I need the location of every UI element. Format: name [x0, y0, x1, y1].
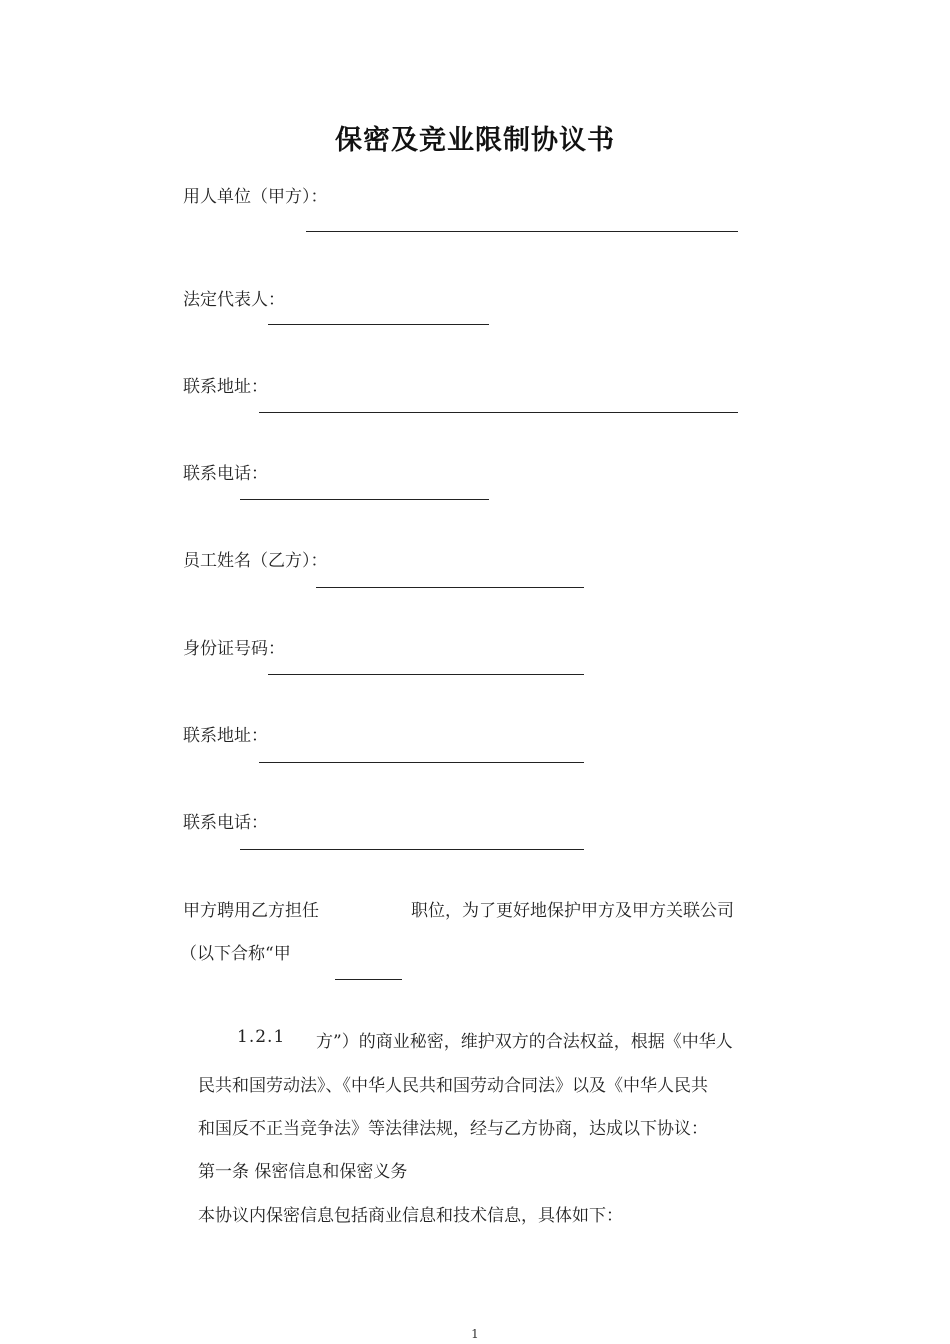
- employee-name-label: 员工姓名（乙方）：: [183, 551, 328, 571]
- employer-address-label: 联系地址：: [183, 377, 268, 397]
- section-text-line2: 民共和国劳动法》、《中华人民共和国劳动合同法》以及《中华人民共: [198, 1076, 708, 1096]
- section-text-line3: 和国反不正当竞争法》等法律法规，经与乙方协商，达成以下协议：: [198, 1119, 708, 1139]
- intro-text-part2: 职位，为了更好地保护甲方及甲方关联公司: [411, 901, 734, 921]
- employer-phone-label: 联系电话：: [183, 464, 268, 484]
- legal-representative-label: 法定代表人：: [183, 290, 285, 310]
- section-text-line1: 方”）的商业秘密，维护双方的合法权益，根据《中华人: [316, 1032, 733, 1052]
- employee-name-blank-line[interactable]: [316, 587, 584, 588]
- id-number-label: 身份证号码：: [183, 639, 285, 659]
- article-body: 本协议内保密信息包括商业信息和技术信息，具体如下：: [198, 1206, 623, 1226]
- employer-address-blank-line[interactable]: [259, 412, 738, 413]
- legal-representative-blank-line[interactable]: [268, 324, 489, 325]
- page-number: 1: [471, 1327, 479, 1341]
- employer-blank-line[interactable]: [306, 231, 738, 232]
- document-title: 保密及竞业限制协议书: [335, 125, 615, 156]
- employee-phone-blank-line[interactable]: [240, 849, 584, 850]
- section-number: 1.2.1: [237, 1027, 286, 1047]
- employee-address-blank-line[interactable]: [259, 762, 584, 763]
- intro-text-line2: （以下合称“甲: [180, 944, 291, 964]
- intro-text-part1: 甲方聘用乙方担任: [183, 901, 319, 921]
- employer-phone-blank-line[interactable]: [240, 499, 489, 500]
- employee-address-label: 联系地址：: [183, 726, 268, 746]
- employee-phone-label: 联系电话：: [183, 813, 268, 833]
- employer-label: 用人单位（甲方）：: [183, 187, 328, 207]
- article-heading: 第一条 保密信息和保密义务: [198, 1162, 408, 1182]
- id-number-blank-line[interactable]: [268, 674, 584, 675]
- position-blank-line[interactable]: [335, 979, 402, 980]
